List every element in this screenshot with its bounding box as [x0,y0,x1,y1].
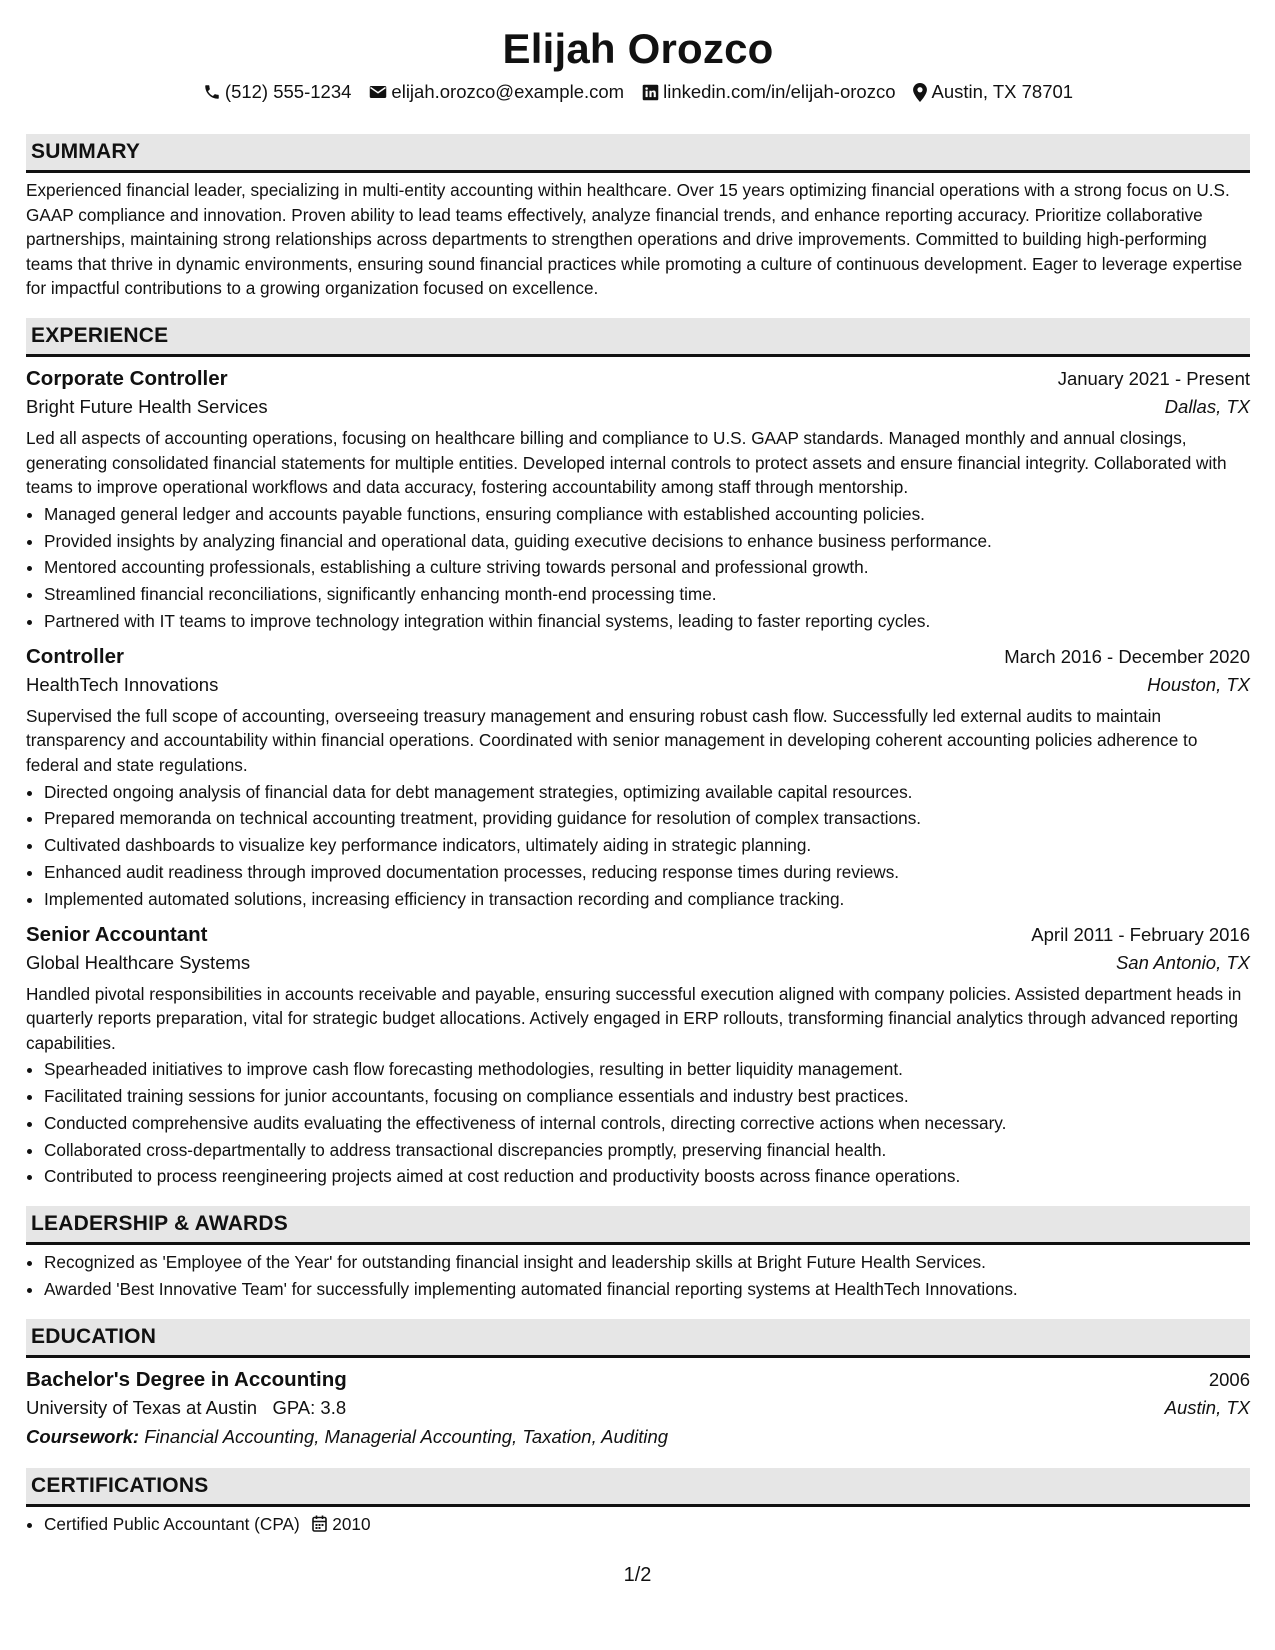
job-description: Led all aspects of accounting operations, focusing on healthcare billing and compliance to U.S. GAAP standards. Managed monthly and annual closings, generating consolidated financial statements for multiple entities. Developed internal controls to protect assets and ensure financial integrity. Collaborated with teams to improve operational workflows and data accuracy, fostering accountability among staff through mentorship. [26,427,1227,498]
list-item: • Cultivated dashboards to visualize key performance indicators, ultimately aiding in strategic planning. [44,832,1250,859]
list-item: • Partnered with IT teams to improve technology integration within financial systems, leading to faster reporting cycles. [44,608,1250,635]
page-number: 1/2 [623,1564,652,1586]
certifications-list [26,1511,1250,1540]
phone-text: (512) 555-1234 [224,81,352,102]
linkedin-icon [642,84,659,101]
list-item: • Streamlined financial reconciliations, significantly enhancing month-end processing time. [44,581,1250,608]
job-bullets [26,779,1250,913]
education-entry [26,1366,1250,1452]
contact-email[interactable] [369,80,624,104]
list-item: • Enhanced audit readiness through improved documentation processes, reducing response times during reviews. [44,859,1250,886]
contact-linkedin[interactable] [642,80,895,104]
job-entry [26,921,1250,1191]
school-line [26,1394,346,1422]
list-item: • Facilitated training sessions for junior accountants, focusing on compliance essentials and industry best practices. [44,1083,1250,1110]
list-item: • Mentored accounting professionals, establishing a culture striving towards personal and professional growth. [44,554,1250,581]
job-title: Senior Accountant [26,922,208,946]
coursework-line [26,1422,1250,1452]
summary-heading: SUMMARY [26,134,1250,173]
job-company: HealthTech Innovations [26,673,219,695]
email-text[interactable]: elijah.orozco@example.com [391,81,625,102]
awards-list [26,1249,1250,1303]
list-item: • Implemented automated solutions, increasing efficiency in transaction recording and compliance tracking. [44,886,1250,913]
job-dates: March 2016 - December 2020 [1004,645,1250,667]
calendar-icon [312,1513,327,1540]
resume-page [26,0,1250,1540]
awards-heading: LEADERSHIP & AWARDS [26,1206,1250,1245]
list-item: • Spearheaded initiatives to improve cash flow forecasting methodologies, resulting in better liquidity management. [44,1056,1250,1083]
envelope-icon [369,84,387,100]
linkedin-text[interactable]: linkedin.com/in/elijah-orozco [663,81,896,102]
job-location: Houston, TX [1147,673,1250,695]
job-description: Supervised the full scope of accounting, overseeing treasury management and ensuring robust cash flow. Successfully led external audits to maintain transparency and accountability within financial operations. Coordinated with senior management in developing coherent accounting policies adherence to federal and state regulations. [26,705,1198,775]
job-bullets [26,501,1250,635]
job-company: Global Healthcare Systems [26,951,251,973]
list-item: • Awarded 'Best Innovative Team' for successfully implementing automated financial reporting systems at HealthTech Innovations. [44,1276,1250,1303]
job-title: Controller [26,644,124,668]
school-location: Austin, TX [1164,1396,1250,1418]
job-dates: January 2021 - Present [1057,367,1250,389]
job-location: San Antonio, TX [1115,951,1250,973]
list-item: • Prepared memoranda on technical accounting treatment, providing guidance for resolution of complex transactions. [44,805,1250,832]
job-dates: April 2011 - February 2016 [1031,923,1250,945]
graduation-year: 2006 [1208,1368,1250,1390]
experience-heading: EXPERIENCE [26,318,1250,357]
job-entry [26,643,1250,913]
location-text: Austin, TX 78701 [931,81,1074,102]
gpa: GPA: 3.8 [272,1396,347,1418]
list-item [44,1511,1250,1540]
job-title: Corporate Controller [26,366,228,390]
list-item: • Directed ongoing analysis of financial data for debt management strategies, optimizing available capital resources. [44,779,1250,806]
candidate-name: Elijah Orozco [502,25,774,72]
coursework-text: Financial Accounting, Managerial Accounting, Taxation, Auditing [144,1425,669,1447]
certifications-heading: CERTIFICATIONS [26,1468,1250,1507]
school-name: University of Texas at Austin [26,1396,258,1418]
contact-location [913,80,1073,104]
job-location: Dallas, TX [1164,395,1250,417]
education-heading: EDUCATION [26,1319,1250,1358]
list-item: • Managed general ledger and accounts payable functions, ensuring compliance with established accounting policies. [44,501,1250,528]
summary-text: Experienced financial leader, specializing in multi-entity accounting within healthcare. Over 15 years optimizing financial operations with a strong focus on U.S. GAAP compliance and innovation. Proven ability to lead teams effectively, analyze financial trends, and enhance reporting accuracy. Prioritize collaborative partnerships, maintaining strong relationships across departments to strengthen operations and drive improvements. Committed to building high-performing teams that thrive in dynamic environments, ensuring sound financial practices while promoting a culture of continuous development. Eager to leverage expertise for impactful contributions to a growing organization focused on excellence. [26,180,1243,299]
job-bullets [26,1056,1250,1190]
job-description: Handled pivotal responsibilities in accounts receivable and payable, ensuring successful execution aligned with company policies. Assisted department heads in quarterly reports preparation, vital for strategic budget allocations. Actively engaged in ERP rollouts, transforming financial analytics through advanced reporting capabilities. [26,983,1242,1053]
map-pin-icon [913,83,927,102]
contact-phone [203,80,352,104]
list-item: • Collaborated cross-departmentally to address transactional discrepancies promptly, preserving financial health. [44,1137,1250,1164]
list-item: • Contributed to process reengineering projects aimed at cost reduction and productivity boosts across finance operations. [44,1163,1250,1190]
contact-line [26,80,1250,104]
coursework-label: Coursework: [26,1425,140,1447]
list-item: • Conducted comprehensive audits evaluating the effectiveness of internal controls, directing corrective actions when necessary. [44,1110,1250,1137]
job-entry [26,365,1250,635]
phone-icon [203,83,221,101]
degree-title: Bachelor's Degree in Accounting [26,1367,347,1391]
list-item: • Recognized as 'Employee of the Year' for outstanding financial insight and leadership skills at Bright Future Health Services. [44,1249,1250,1276]
cert-name: Certified Public Accountant (CPA) [44,1513,300,1534]
job-company: Bright Future Health Services [26,395,268,417]
cert-year: 2010 [332,1513,371,1534]
list-item: • Provided insights by analyzing financial and operational data, guiding executive decisions to enhance business performance. [44,528,1250,555]
